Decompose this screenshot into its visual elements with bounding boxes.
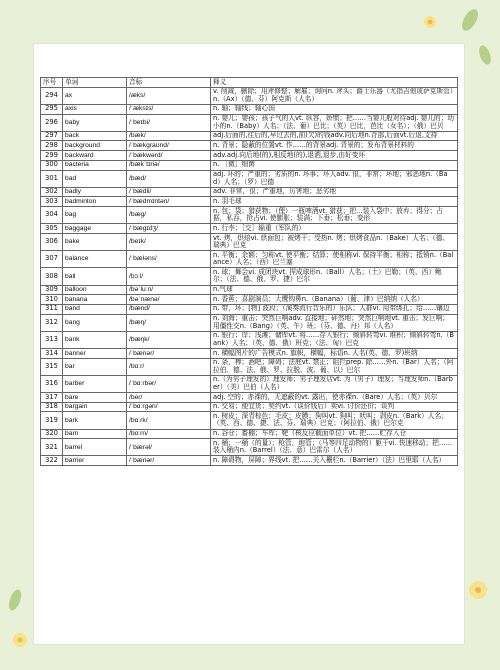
row-definition: vt. 烤，烘焙vi. 烘面包；被烤干；受热n. 烤；烘烤食品n.（Bake）人名；（德、瑞典）巴克	[211, 233, 458, 250]
row-word: bargain	[63, 402, 127, 412]
row-phonetic: /bæd/	[127, 170, 211, 187]
row-phonetic: /ˈæksɪs/	[127, 104, 211, 114]
row-phonetic: /beɪk/	[127, 233, 211, 250]
row-number: 308	[41, 268, 63, 285]
row-phonetic: /bɑːr/	[127, 358, 211, 375]
table-row	[41, 207, 458, 224]
row-definition: adj.后面的,往后的,早过去的,前(欠)的钱adv.向后地n.背部,后面vt.后退,支持	[211, 131, 458, 141]
row-number: 299	[41, 151, 63, 161]
row-number: 304	[41, 207, 63, 224]
row-phonetic: /bækˈtɪriə/	[127, 160, 211, 170]
row-phonetic: /bæɡ/	[127, 207, 211, 224]
row-word: bark	[63, 412, 127, 429]
row-definition: n. ［微］细菌	[211, 160, 458, 170]
row-definition: n. 球；舞会vi. 成团块vt. 捏成球形n.（Ball）人名；（土）巴勒；（英、西）鲍尔；（法、德、俄、罗、捷）巴尔	[211, 268, 458, 285]
row-definition: v. 削减，删除；用斧修整；解雇；询问n. 斧头；爵士乐器（尤指吉他或萨克斯管）n.（Ax）（德、芬）阿克斯（人名）	[211, 87, 458, 104]
row-word: baggage	[63, 224, 127, 234]
row-number: 301	[41, 170, 63, 187]
row-number: 320	[41, 429, 63, 439]
row-phonetic: /ˈbærəl/	[127, 439, 211, 456]
table-header-row	[41, 78, 458, 88]
row-phonetic: /ˈbædli/	[127, 187, 211, 197]
row-word: barn	[63, 429, 127, 439]
table-row	[41, 197, 458, 207]
row-word: bake	[63, 233, 127, 250]
row-definition: n. 交易；便宜货；契约vt.（谈价钱后）卖vi. 讨价还价；谈判	[211, 402, 458, 412]
row-word: barrel	[63, 439, 127, 456]
table-row	[41, 104, 458, 114]
row-number: 296	[41, 114, 63, 131]
row-definition: adj. 空的；赤裸的，无遮蔽的vt. 露出，使赤裸n.（Bare）人名；（英）贝尔	[211, 393, 458, 403]
table-row	[41, 439, 458, 456]
row-word: ax	[63, 87, 127, 104]
row-phonetic: /ˈbɑːrbər/	[127, 375, 211, 392]
row-number: 316	[41, 375, 63, 392]
row-phonetic: /bænd/	[127, 304, 211, 314]
table-row	[41, 233, 458, 250]
row-number: 298	[41, 141, 63, 151]
table-row	[41, 393, 458, 403]
row-number: 315	[41, 358, 63, 375]
row-phonetic: /ˈbæɡɪdʒ/	[127, 224, 211, 234]
row-definition: n. 桶；一桶（的量）；枪管，炮管；（马等四足动物的）躯干vi. 快速移动；把……装入桶内n.（Barrel）（法、意）巴雷尔（人名）	[211, 439, 458, 456]
table-row	[41, 160, 458, 170]
row-word: axis	[63, 104, 127, 114]
table-row	[41, 251, 458, 268]
row-phonetic: /ˈbɑːrɡən/	[127, 402, 211, 412]
table-row	[41, 412, 458, 429]
table-row	[41, 402, 458, 412]
table-row	[41, 131, 458, 141]
row-number: 318	[41, 402, 63, 412]
row-definition: n. 带，环；[物] 波段；（演奏流行音乐的）乐队；人群vi. 用带绑扎；给……镶边	[211, 304, 458, 314]
row-number: 297	[41, 131, 63, 141]
row-definition: n. 婴儿；婴孩；孩子气的人vt. 纵容，娇惯；把……当婴儿般对待adj. 婴儿的；幼小的n.（Baby）人名；（法、葡）巴比；（英）巴比，芭比（女名）；（俄）巴贝	[211, 114, 458, 131]
table-row	[41, 295, 458, 305]
row-definition: n. 包；袋；猎获物；（俚）一瓶啤酒vt. 猎获；把…装入袋中；放弃；得分；占据，私吞，抢占vi. 使膨胀；装满；下垂；松垂；变形	[211, 207, 458, 224]
table-row	[41, 331, 458, 348]
row-number: 310	[41, 295, 63, 305]
row-definition: n. 羽毛球	[211, 197, 458, 207]
row-definition: n. 平衡；余额；匀称vt. 使平衡；结算；使相称vi. 保持平衡；相称；抵销n.（Balance）人名；（西）巴兰塞	[211, 251, 458, 268]
row-definition: adv. 非常，很；严重地，厉害地；恶劣地	[211, 187, 458, 197]
table-row	[41, 87, 458, 104]
row-definition: n. 背景；隐蔽的位置vt. 作……的背景adj. 背景的；发布背景材料的	[211, 141, 458, 151]
row-number: 317	[41, 393, 63, 403]
flower-icon	[424, 16, 436, 28]
table-row	[41, 429, 458, 439]
table-row	[41, 141, 458, 151]
row-word: bacteria	[63, 160, 127, 170]
row-number: 303	[41, 197, 63, 207]
row-phonetic: /bæŋk/	[127, 331, 211, 348]
row-word: badly	[63, 187, 127, 197]
row-definition: adv.adj.向后地(的),相反地(的),退洒,退步,由好变坏	[211, 151, 458, 161]
row-phonetic: /ˈbækɡraʊnd/	[127, 141, 211, 151]
document-page	[34, 44, 464, 644]
row-number: 295	[41, 104, 63, 114]
row-number: 300	[41, 160, 63, 170]
row-phonetic: /bɑːrk/	[127, 412, 211, 429]
table-row	[41, 114, 458, 131]
row-definition: n. 树皮；深青棕色；毛皮；皮膜；狗叫vt. 狗叫；吠叫；剥皮n.（Bark）人名；（英、西、德、捷、法、芬、瑞典）巴克；（阿拉伯、俄）巴尔克	[211, 412, 458, 429]
row-phonetic: /bəˈluːn/	[127, 285, 211, 295]
table-row	[41, 187, 458, 197]
row-word: banner	[63, 348, 127, 358]
row-number: 319	[41, 412, 63, 429]
row-word: ball	[63, 268, 127, 285]
row-word: bad	[63, 170, 127, 187]
row-phonetic: /ˈbænər/	[127, 348, 211, 358]
row-number: 321	[41, 439, 63, 456]
row-word: barber	[63, 375, 127, 392]
row-word: back	[63, 131, 127, 141]
row-word: bank	[63, 331, 127, 348]
row-definition: n. 行李；［交］辎重（军队的）	[211, 224, 458, 234]
header-phonetic: 音标	[127, 78, 211, 88]
row-number: 302	[41, 187, 63, 197]
row-number: 305	[41, 224, 63, 234]
row-definition: n.（为男子理发的）理发师；男子理发店vt. 为（男子）理发；当理发师n.（Barber）（美）巴伯（人名）	[211, 375, 458, 392]
row-phonetic: /ˈbeɪbi/	[127, 114, 211, 131]
row-phonetic: /bæk/	[127, 131, 211, 141]
row-word: baby	[63, 114, 127, 131]
table-body	[41, 87, 458, 465]
row-word: bag	[63, 207, 127, 224]
row-word: barrier	[63, 456, 127, 466]
row-definition: n. 横幅图片的广告模式n. 旗帜，横幅，标语n. 人名(英、德、罗)班纳	[211, 348, 458, 358]
table-row	[41, 304, 458, 314]
row-definition: n. 条，棒；酒吧；障碍；法庭vt. 禁止；阻拦prep. 除……外n.（Bar）人名；（阿拉伯、德、法、俄、罗、拉脱、波、葡、以）巴尔	[211, 358, 458, 375]
table-row	[41, 314, 458, 331]
row-word: bare	[63, 393, 127, 403]
row-definition: n. 谷仓；畜棚；车库；靶（核反应截面单位）vt. 把……贮存入仓	[211, 429, 458, 439]
row-phonetic: /ber/	[127, 393, 211, 403]
row-number: 307	[41, 251, 63, 268]
header-number: 序号	[41, 78, 63, 88]
table-row	[41, 268, 458, 285]
row-number: 314	[41, 348, 63, 358]
row-phonetic: /ˈbædmɪntən/	[127, 197, 211, 207]
row-word: band	[63, 304, 127, 314]
row-phonetic: /ˈbæləns/	[127, 251, 211, 268]
row-word: background	[63, 141, 127, 151]
table-row	[41, 151, 458, 161]
header-definition: 释义	[211, 78, 458, 88]
row-number: 309	[41, 285, 63, 295]
row-number: 311	[41, 304, 63, 314]
row-definition: n. 障碍物，屏障；界线vt. 把……关入栅栏n.（Barrier）（法）巴里耶（人名）	[211, 456, 458, 466]
table-row	[41, 170, 458, 187]
row-phonetic: /bɑːrn/	[127, 429, 211, 439]
row-number: 312	[41, 314, 63, 331]
row-word: balloon	[63, 285, 127, 295]
table-row	[41, 224, 458, 234]
table-row	[41, 348, 458, 358]
row-phonetic: /bæŋ/	[127, 314, 211, 331]
row-word: banana	[63, 295, 127, 305]
row-number: 294	[41, 87, 63, 104]
row-definition: n. 银行；岸；浅滩；储库vt. 将……存入银行；倾斜转弯vi. 堆积；倾斜转弯n.（Bank）人名；（英、德、俄）班克；（法、匈）巴克	[211, 331, 458, 348]
row-word: bar	[63, 358, 127, 375]
table-row	[41, 375, 458, 392]
row-phonetic: /æks/	[127, 87, 211, 104]
row-number: 306	[41, 233, 63, 250]
vocabulary-table	[40, 77, 458, 466]
table-row	[41, 456, 458, 466]
row-word: backward	[63, 151, 127, 161]
row-definition: adj. 坏的；严重的；劣质的n. 坏事；坏人adv. 很，非常；坏地；邪恶地n.（Bad）人名；（罗）巴德	[211, 170, 458, 187]
row-definition: n. 轴；轴线；轴心国	[211, 104, 458, 114]
row-phonetic: /bəˈnænə/	[127, 295, 211, 305]
table-row	[41, 285, 458, 295]
row-number: 313	[41, 331, 63, 348]
row-word: badminton	[63, 197, 127, 207]
row-phonetic: /ˈbæriər/	[127, 456, 211, 466]
row-definition: n. 香蕉；喜剧演员；大鹰钩鼻n.（Banana）（葡、津）巴纳纳（人名）	[211, 295, 458, 305]
row-phonetic: /bɔːl/	[127, 268, 211, 285]
table-row	[41, 358, 458, 375]
row-word: balance	[63, 251, 127, 268]
row-definition: n.气球	[211, 285, 458, 295]
row-word: bang	[63, 314, 127, 331]
header-word: 单词	[63, 78, 127, 88]
row-number: 322	[41, 456, 63, 466]
row-phonetic: /ˈbækwərd/	[127, 151, 211, 161]
row-definition: n. 刘海；重击；突然巨响adv. 直接地；砰然地；突然巨响地vt. 重击；发巨响；用僵性交n.（Bang）（英、午）班；（芬、德、丹）邦（人名）	[211, 314, 458, 331]
